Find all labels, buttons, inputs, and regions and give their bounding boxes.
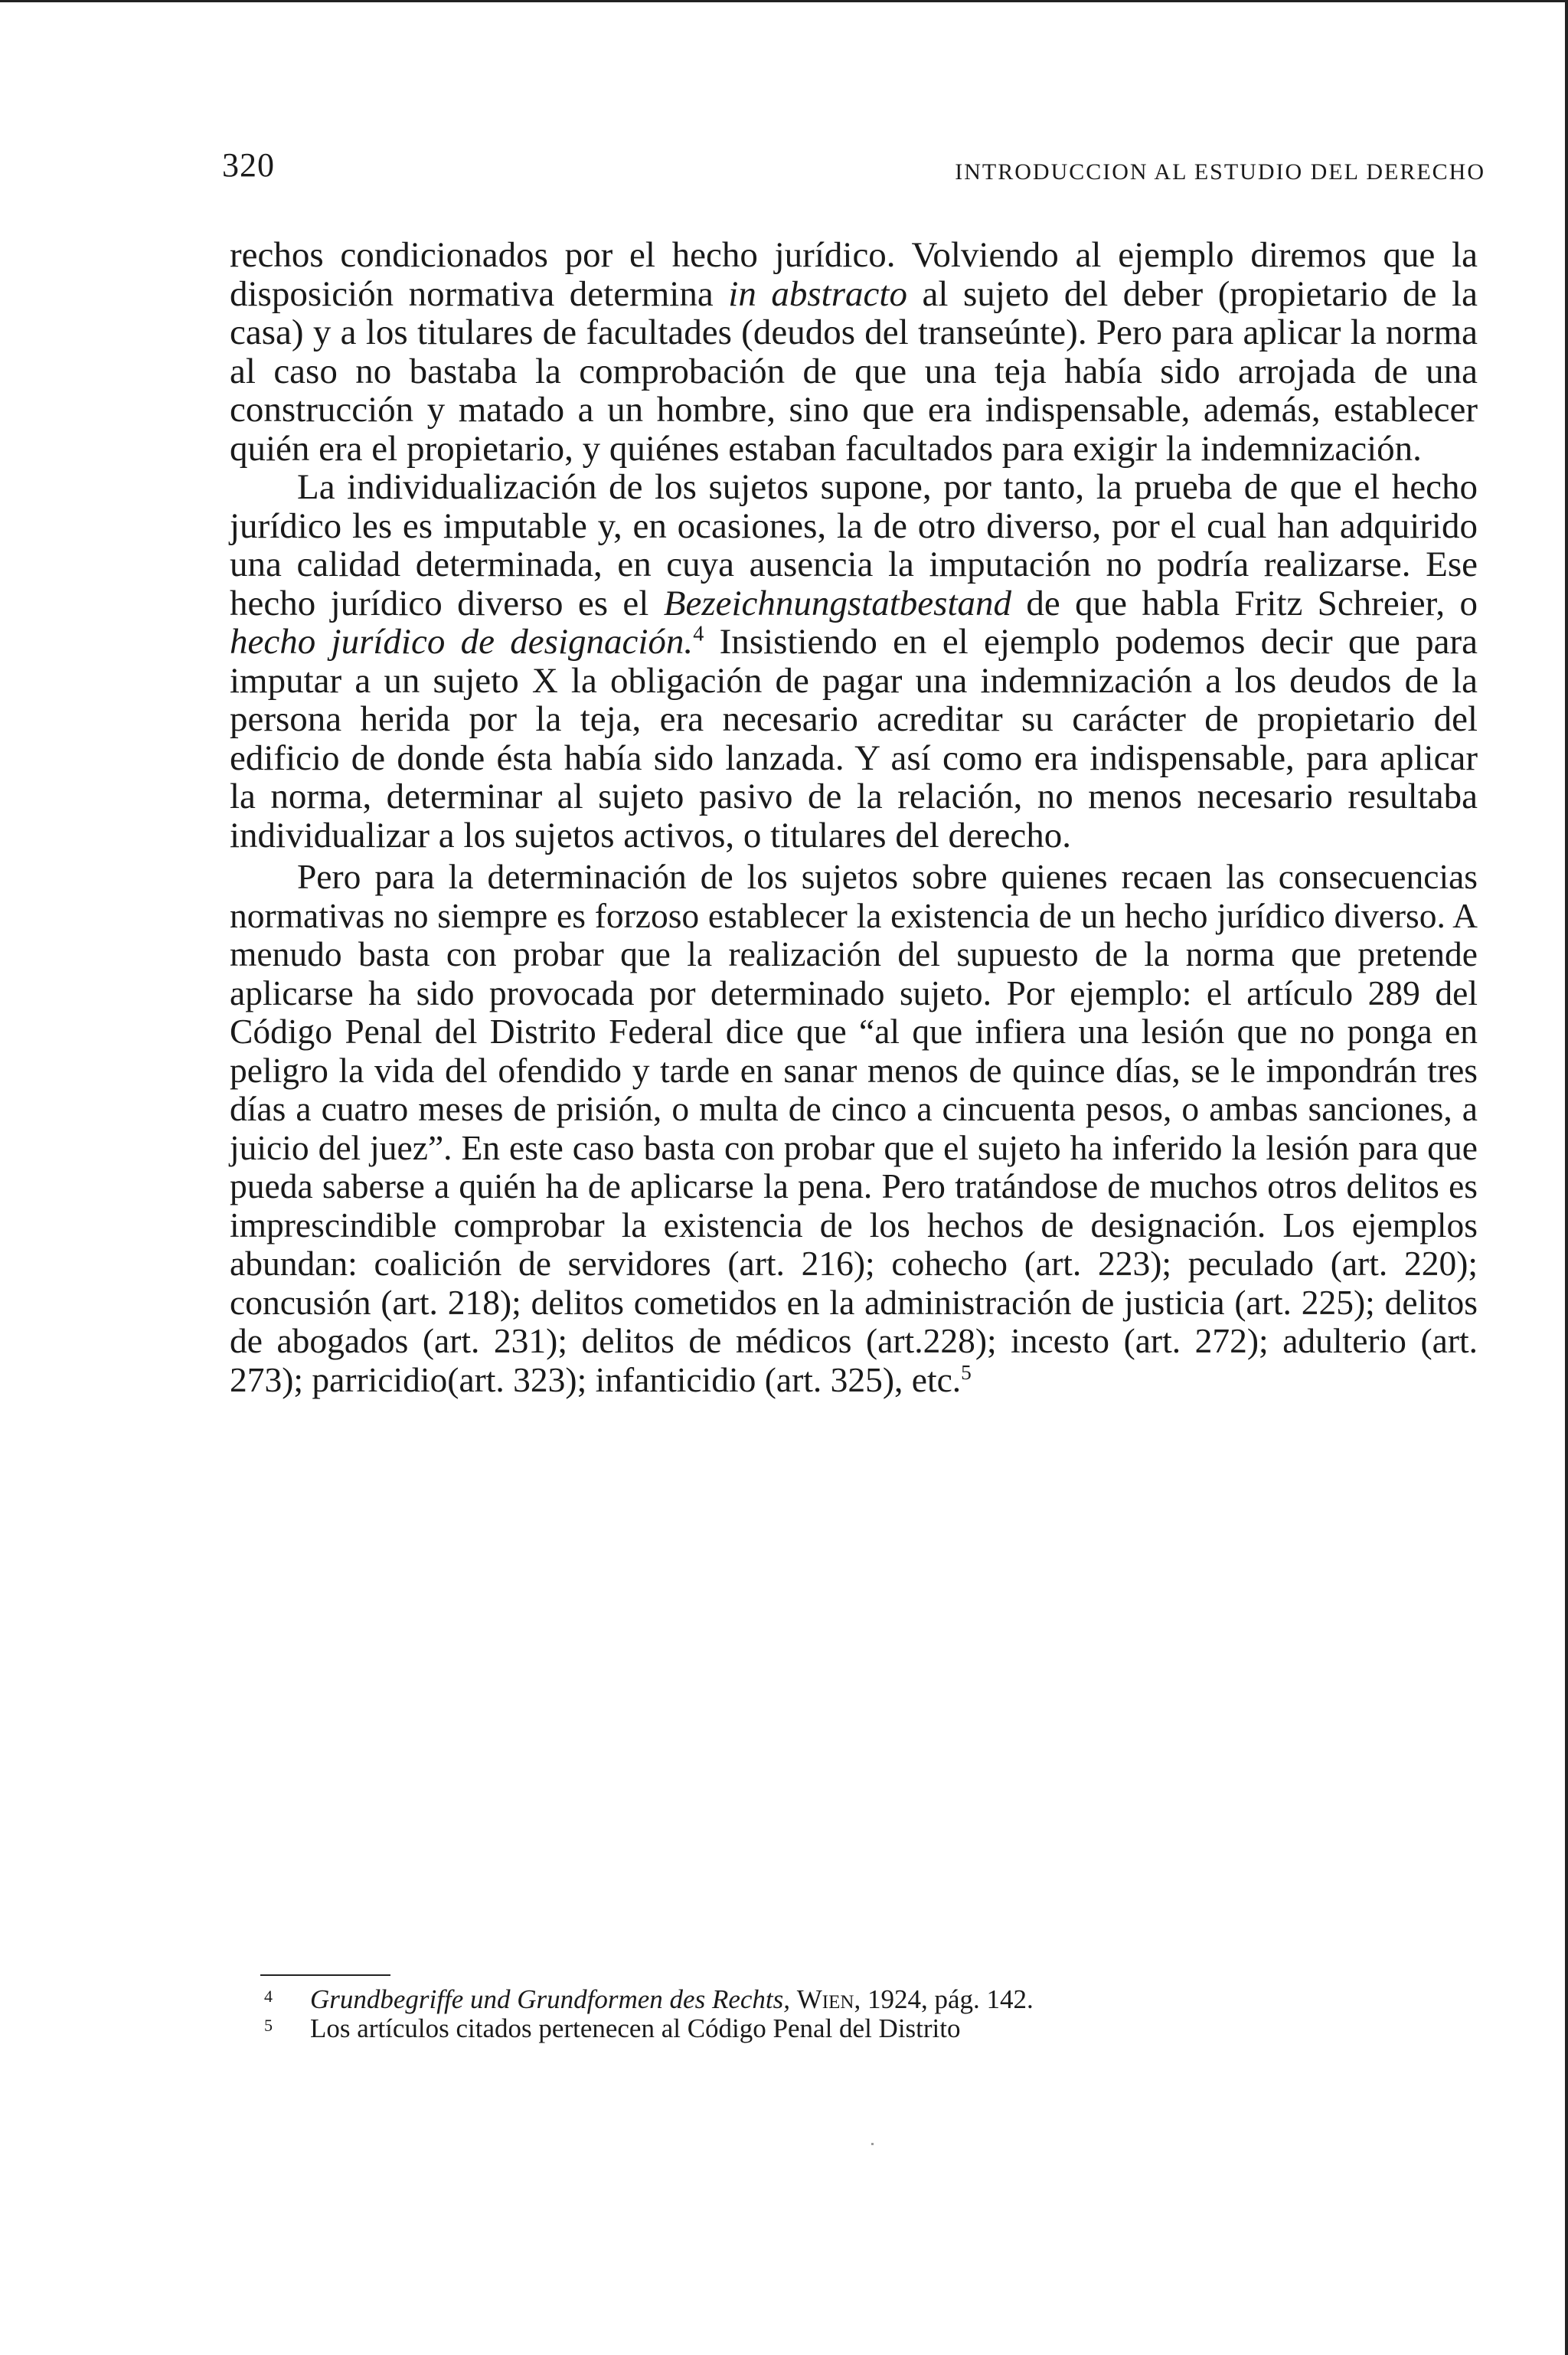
- footnote-4-mark: 4: [264, 1987, 273, 2006]
- footnote-5: [264, 2014, 1336, 2043]
- footnote-4-title: Grundbegriffe und Grundformen des Rechts,: [310, 1984, 791, 2014]
- footnote-4-details: 1924, pág. 142.: [867, 1984, 1034, 2014]
- footnotes: [264, 1985, 1336, 2043]
- paragraph-1-italic: in abstracto: [728, 273, 907, 314]
- paragraph-2-text-c: Insistiendo en el ejemplo podemos decir que para imputar a un sujeto X la obligación de pagar una indemnización a los deudos de la persona herida por la teja, era necesario acreditar su carácter de propietario del edificio de donde ésta había sido lanzada. Y así como era indispensable, para aplicar la norma, determinar al sujeto pasivo de la relación, no menos necesario resultaba individualizar a los sujetos activos, o titulares del derecho.: [230, 622, 1478, 855]
- paragraph-2-italic-term: Bezeichnungstatbestand: [663, 583, 1012, 623]
- paragraph-3: [230, 858, 1478, 1399]
- page-number: 320: [222, 146, 275, 184]
- footnote-ref-4: 4: [693, 622, 704, 646]
- running-title: INTRODUCCION AL ESTUDIO DEL DERECHO: [955, 159, 1485, 185]
- paragraph-2-italic-phrase: hecho jurídico de designación.: [230, 622, 694, 662]
- footnote-4-place: Wien,: [796, 1984, 861, 2014]
- scan-right-border: [1565, 0, 1568, 2355]
- paragraph-2-text-a: La individualización de los sujetos supone, por tanto, la prueba de que el hecho jurídico les es imputable y, en ocasiones, la de otro diverso, por el cual han adquirido una calidad determinada, en cuya ausencia la imputación no podría realizarse. Ese hecho jurídico diverso es el: [230, 467, 1478, 623]
- paragraph-3-text: Pero para la determinación de los sujetos sobre quienes recaen las consecuencias normativas no siempre es forzoso establecer la existencia de un hecho jurídico diverso. A menudo basta con probar que la realización del supuesto de la norma que pretende aplicarse ha sido provocada por determinado sujeto. Por ejemplo: el artículo 289 del Código Penal del Distrito Federal dice que “al que infiera una lesión que no ponga en peligro la vida del ofendido y tarde en sanar menos de quince días, se le impondrán tres días a cuatro meses de prisión, o multa de cinco a cincuenta pesos, o ambas sanciones, a juicio del juez”. En este caso basta con probar que el sujeto ha inferido la lesión para que pueda saberse a quién ha de aplicarse la pena. Pero tratándose de muchos otros delitos es imprescindible comprobar la existencia de los hechos de designación. Los ejemplos abundan: coalición de servidores (art. 216); cohecho (art. 223); peculado (art. 220); concusión (art. 218); delitos cometidos en la administración de justicia (art. 225); delitos de abogados (art. 231); delitos de médicos (art.228); incesto (art. 272); adulterio (art. 273); parricidio(art. 323); infanticidio (art. 325), etc.: [230, 857, 1478, 1399]
- scan-speck: [871, 2143, 874, 2145]
- running-head: [222, 146, 1485, 191]
- footnote-5-text: Los artículos citados pertenecen al Código Penal del Distrito: [310, 2013, 961, 2043]
- footnote-4: [264, 1985, 1336, 2014]
- paragraph-1-text-b: al sujeto del deber (propietario de la casa) y a los titulares de facultades (deudos del transeúnte). Pero para aplicar la norma al caso no bastaba la comprobación de que una teja había sido arrojada de una construcción y matado a un hombre, sino que era indispensable, además, establecer quién era el propietario, y quiénes estaban facultados para exigir la indemnización.: [230, 273, 1478, 469]
- footnote-ref-5: 5: [961, 1360, 972, 1384]
- footnote-divider: [260, 1974, 390, 1976]
- footnote-5-mark: 5: [264, 2016, 273, 2035]
- paragraph-1: [230, 236, 1478, 468]
- paragraph-2: [230, 468, 1478, 855]
- paragraph-2-text-b: de que habla Fritz Schreier, o: [1026, 583, 1478, 623]
- paragraph-1-text-a: rechos condicionados por el hecho jurídico. Volviendo al ejemplo diremos que la disposición normativa determina: [230, 235, 1478, 314]
- body-text: [230, 236, 1478, 1399]
- scan-top-border: [0, 0, 1568, 2]
